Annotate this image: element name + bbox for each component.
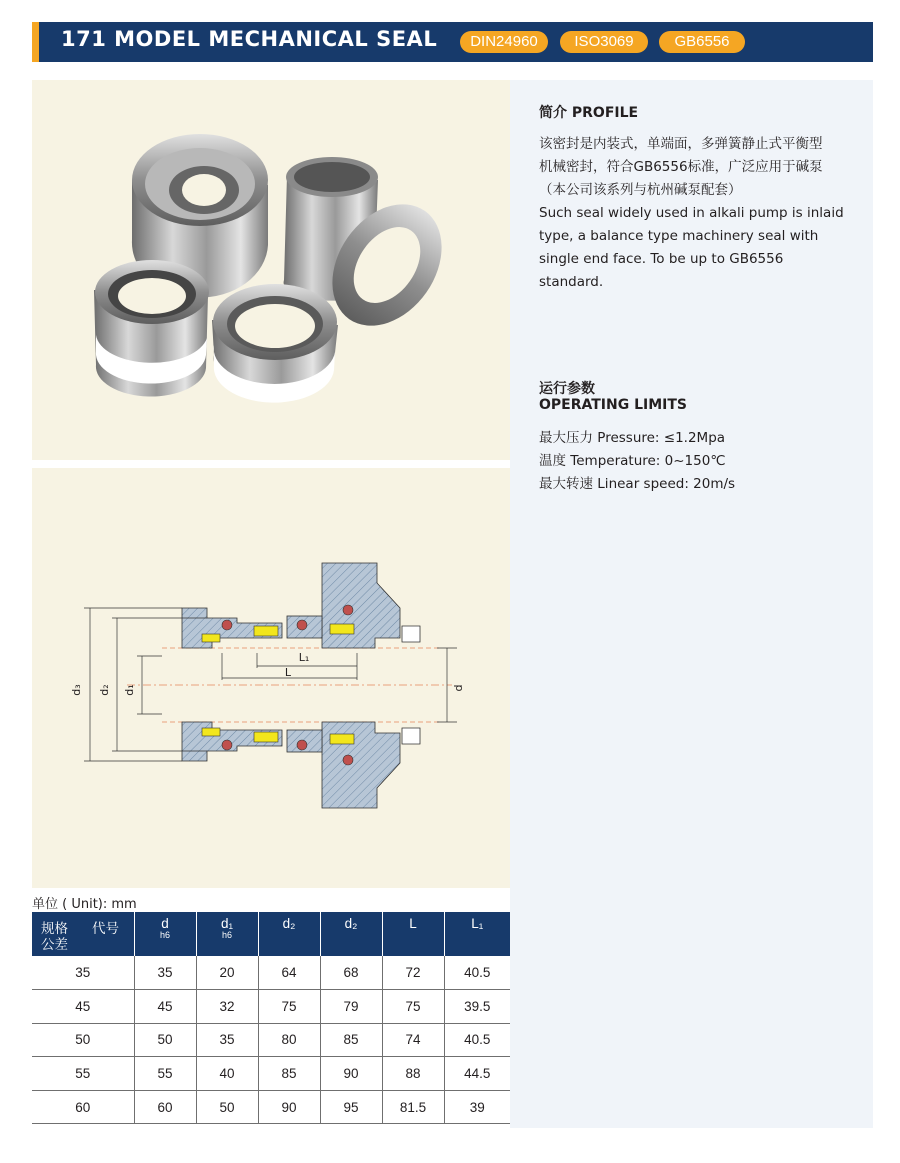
table-row: [32, 1023, 510, 1057]
o-ring-6: [343, 755, 353, 765]
table-cell: 35: [134, 956, 196, 990]
table-cell: 50: [134, 1023, 196, 1057]
table-cell: 35: [196, 1023, 258, 1057]
header-d: [134, 912, 196, 956]
table-row: [32, 956, 510, 990]
seal-face-lower: [202, 728, 220, 736]
table-cell: 80: [258, 1023, 320, 1057]
header-d-main: d: [161, 916, 169, 931]
operating-limits-list: [539, 427, 859, 496]
table-cell: 39: [444, 1090, 510, 1124]
header-L1-main: L₁: [471, 916, 484, 931]
cross-section-drawing: [32, 468, 510, 888]
product-photo-panel: [32, 80, 510, 460]
header-d2a: [258, 912, 320, 956]
seal-face-upper: [202, 634, 220, 642]
spec-table: [32, 912, 510, 1124]
profile-title: 简介 PROFILE: [539, 105, 639, 121]
technical-drawing-panel: [32, 468, 510, 888]
unit-label: 单位 ( Unit): mm: [32, 897, 137, 912]
profile-description: [539, 133, 859, 294]
profile-cn-line-2: 机械密封，符合GB6556标准，广泛应用于碱泵: [539, 159, 823, 175]
table-cell: 45: [134, 990, 196, 1024]
stationary-face-lower: [254, 732, 278, 742]
header-spec: 规格: [41, 921, 68, 937]
rotating-ring-part: [94, 260, 209, 397]
product-photo: [32, 80, 510, 460]
label-d2: d₂: [98, 684, 111, 696]
info-panel: [510, 80, 873, 1128]
table-cell: 90: [320, 1057, 382, 1091]
table-cell: 75: [258, 990, 320, 1024]
lip-seal-upper: [402, 626, 420, 642]
table-row: [32, 1090, 510, 1124]
table-cell: 90: [258, 1090, 320, 1124]
o-ring-5: [297, 740, 307, 750]
label-L: L: [284, 666, 292, 679]
table-cell: 74: [382, 1023, 444, 1057]
header-corner: [32, 912, 134, 956]
table-header-row: [32, 912, 510, 956]
o-ring-3: [343, 605, 353, 615]
table-cell: 40.5: [444, 1023, 510, 1057]
table-cell: 95: [320, 1090, 382, 1124]
operating-pressure: 最大压力 Pressure: ≤1.2Mpa: [539, 430, 726, 446]
table-cell: 50: [32, 1023, 134, 1057]
table-cell: 85: [320, 1023, 382, 1057]
header-d1: [196, 912, 258, 956]
o-ring-4: [222, 740, 232, 750]
spring-upper: [330, 624, 354, 634]
operating-temperature: 温度 Temperature: 0~150℃: [539, 453, 726, 469]
header-tolerance: 公差: [41, 937, 68, 953]
table-cell: 45: [32, 990, 134, 1024]
header-d2b-main: d₂: [344, 916, 358, 931]
header-d2b: [320, 912, 382, 956]
header-d1-sub: h6: [221, 930, 232, 940]
table-cell: 85: [258, 1057, 320, 1091]
o-ring-2: [297, 620, 307, 630]
header-L1: [444, 912, 510, 956]
header-code: 代号: [92, 921, 119, 937]
label-d1: d₁: [123, 684, 136, 696]
table-cell: 35: [32, 956, 134, 990]
o-ring-1: [222, 620, 232, 630]
header-d2a-main: d₂: [282, 916, 296, 931]
profile-cn-line-3: （本公司该系列与杭州碱泵配套）: [539, 182, 742, 198]
table-cell: 81.5: [382, 1090, 444, 1124]
standard-badge-iso: ISO3069: [560, 31, 648, 53]
table-cell: 68: [320, 956, 382, 990]
profile-cn-line-1: 该密封是内装式，单端面，多弹簧静止式平衡型: [539, 136, 823, 152]
lip-seal-lower: [402, 728, 420, 744]
table-cell: 79: [320, 990, 382, 1024]
table-cell: 50: [196, 1090, 258, 1124]
table-cell: 32: [196, 990, 258, 1024]
table-cell: 72: [382, 956, 444, 990]
label-d3: d₃: [70, 684, 83, 696]
table-cell: 55: [32, 1057, 134, 1091]
label-L1: L₁: [298, 651, 310, 664]
profile-en-line-4: standard.: [539, 274, 604, 290]
header-d1-main: d₁: [220, 916, 234, 931]
gland-upper: [322, 563, 400, 648]
profile-en-line-2: type, a balance type machinery seal with: [539, 228, 819, 244]
table-cell: 64: [258, 956, 320, 990]
table-cell: 39.5: [444, 990, 510, 1024]
header-d-sub: h6: [159, 930, 170, 940]
table-cell: 88: [382, 1057, 444, 1091]
stationary-face-upper: [254, 626, 278, 636]
table-row: [32, 990, 510, 1024]
page-title: 171 MODEL MECHANICAL SEAL: [61, 27, 438, 51]
profile-en-line-3: single end face. To be up to GB6556: [539, 251, 784, 267]
profile-en-line-1: Such seal widely used in alkali pump is inlaid: [539, 205, 844, 221]
table-cell: 60: [134, 1090, 196, 1124]
table-cell: 55: [134, 1057, 196, 1091]
table-cell: 40: [196, 1057, 258, 1091]
operating-title-en: OPERATING LIMITS: [539, 397, 687, 413]
table-cell: 20: [196, 956, 258, 990]
table-row: [32, 1057, 510, 1091]
table-cell: 60: [32, 1090, 134, 1124]
header-L: [382, 912, 444, 956]
standard-badge-din: DIN24960: [460, 31, 548, 53]
spring-lower: [330, 734, 354, 744]
standard-badge-gb: GB6556: [659, 31, 745, 53]
header-L-main: L: [409, 916, 417, 931]
table-cell: 44.5: [444, 1057, 510, 1091]
operating-title-cn: 运行参数: [539, 381, 595, 397]
table-cell: 75: [382, 990, 444, 1024]
stationary-ring-part: [212, 284, 338, 403]
operating-speed: 最大转速 Linear speed: 20m/s: [539, 476, 736, 492]
table-cell: 40.5: [444, 956, 510, 990]
header-band: [32, 22, 873, 62]
label-d: d: [452, 684, 465, 692]
